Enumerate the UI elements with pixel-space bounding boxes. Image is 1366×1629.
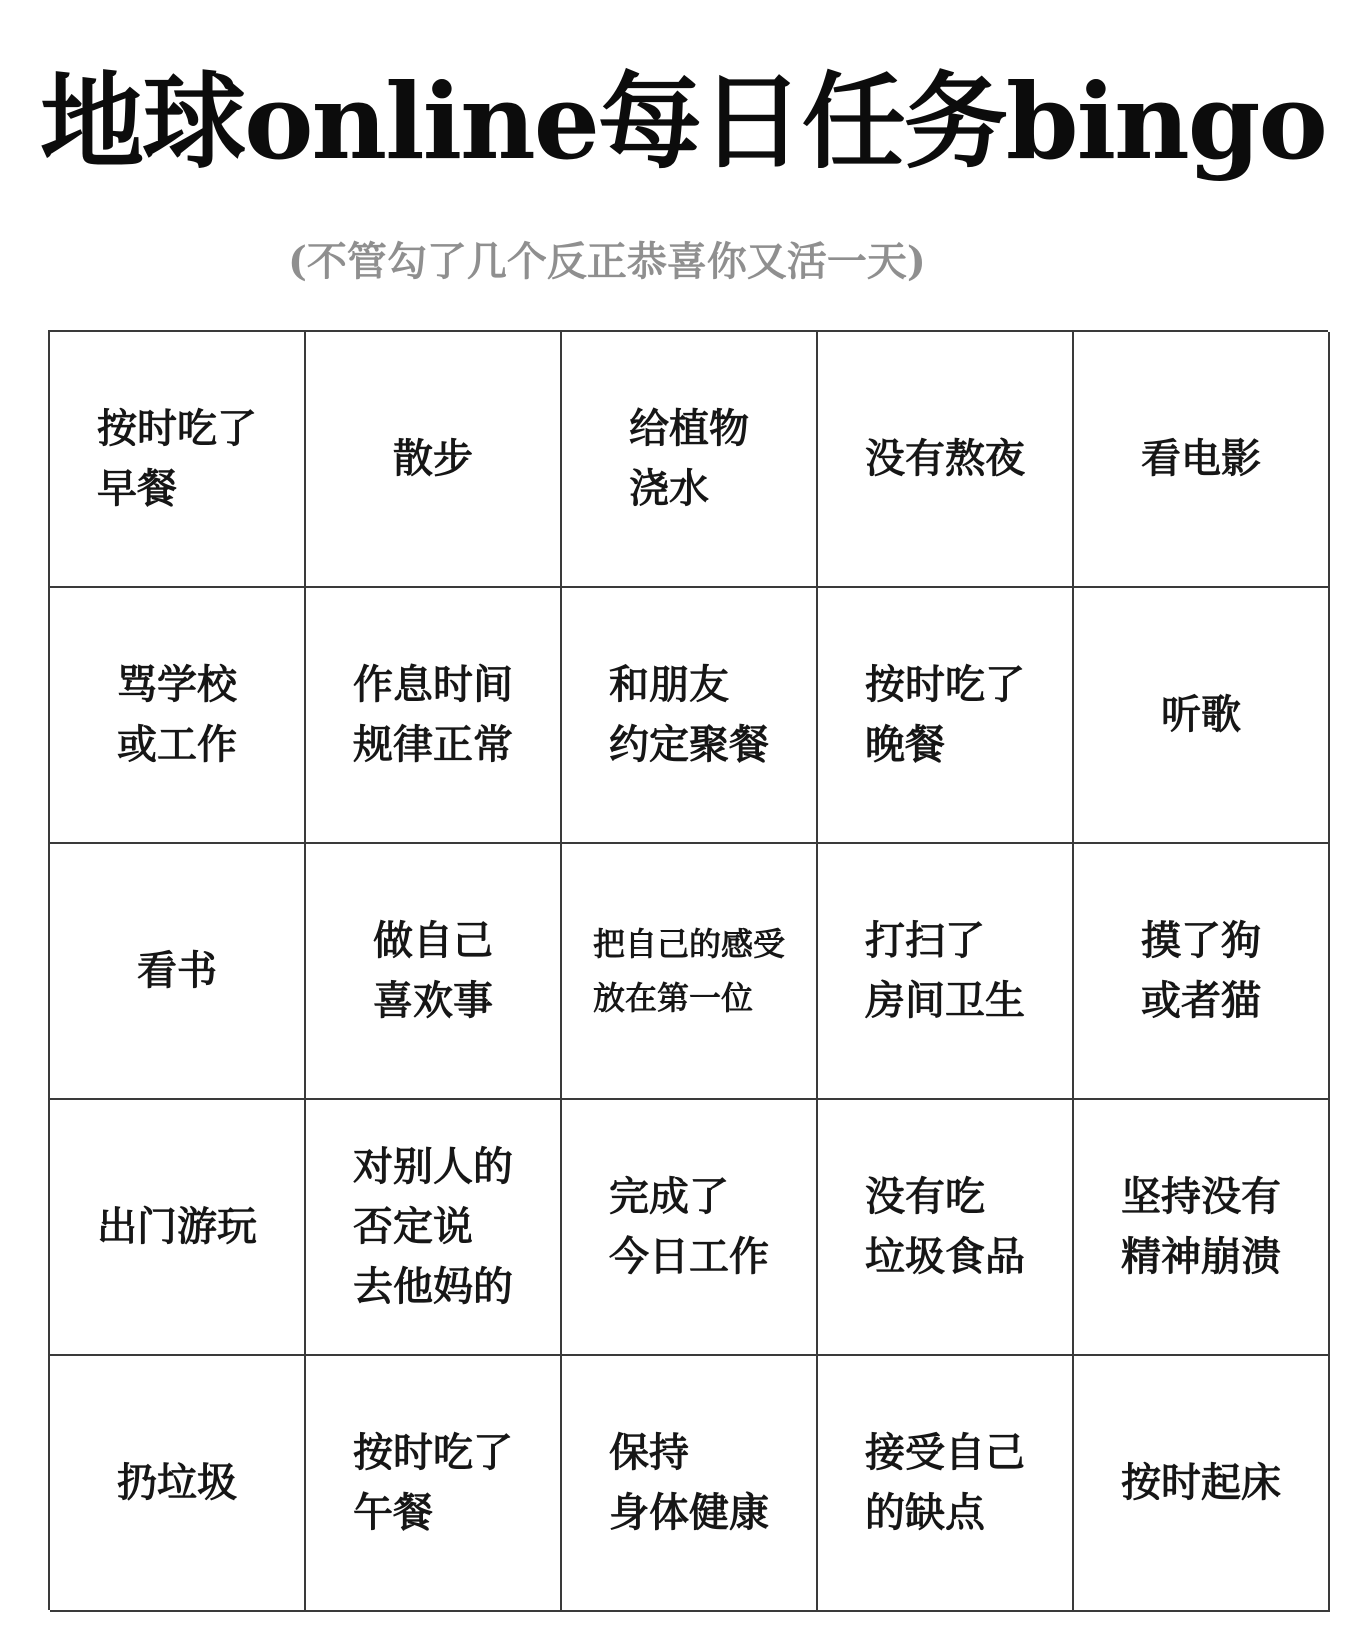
bingo-cell-label: 没有熬夜 [865,436,1025,482]
bingo-cell-label: 按时吃了 早餐 [97,406,257,512]
bingo-cell-label: 看书 [137,948,217,994]
bingo-cell-label: 出门游玩 [97,1204,257,1250]
bingo-cell-label: 把自己的感受 放在第一位 [592,925,785,1017]
bingo-cell[interactable] [818,588,1074,844]
bingo-cell[interactable] [50,588,306,844]
bingo-cell-label: 打扫了 房间卫生 [865,918,1025,1024]
bingo-cell-label: 听歌 [1161,692,1241,738]
bingo-cell-label: 和朋友 约定聚餐 [609,662,769,768]
bingo-cell[interactable] [50,844,306,1100]
bingo-grid [48,330,1328,1610]
bingo-cell[interactable] [818,1356,1074,1612]
bingo-cell-label: 对别人的 否定说 去他妈的 [353,1144,513,1310]
bingo-cell-label: 保持 身体健康 [609,1430,769,1536]
bingo-cell[interactable] [50,1100,306,1356]
bingo-cell[interactable] [1074,1356,1330,1612]
bingo-cell[interactable] [1074,332,1330,588]
bingo-cell-label: 按时吃了 晚餐 [865,662,1025,768]
bingo-cell-label: 骂学校 或工作 [117,662,237,768]
page-subtitle: (不管勾了几个反正恭喜你又活一天) [288,238,926,285]
bingo-cell[interactable] [50,332,306,588]
bingo-cell[interactable] [818,332,1074,588]
bingo-cell[interactable] [306,1100,562,1356]
bingo-cell[interactable] [562,332,818,588]
bingo-cell-label: 坚持没有 精神崩溃 [1121,1174,1281,1280]
bingo-cell[interactable] [818,1100,1074,1356]
bingo-cell-label: 做自己 喜欢事 [373,918,493,1024]
bingo-cell[interactable] [306,844,562,1100]
bingo-cell-label: 散步 [393,436,473,482]
bingo-cell-label: 摸了狗 或者猫 [1141,918,1261,1024]
bingo-cell[interactable] [1074,1100,1330,1356]
page-title: 地球online每日任务bingo [40,60,1326,183]
bingo-cell-label: 接受自己 的缺点 [865,1430,1025,1536]
bingo-cell-label: 看电影 [1141,436,1261,482]
bingo-cell[interactable] [562,1356,818,1612]
bingo-cell[interactable] [818,844,1074,1100]
bingo-cell-label: 按时起床 [1121,1460,1281,1506]
bingo-cell-label: 完成了 今日工作 [609,1174,769,1280]
bingo-cell[interactable] [306,1356,562,1612]
bingo-cell-label: 作息时间 规律正常 [353,662,513,768]
bingo-cell[interactable] [562,844,818,1100]
bingo-cell[interactable] [1074,844,1330,1100]
bingo-cell-label: 按时吃了 午餐 [353,1430,513,1536]
bingo-cell-label: 扔垃圾 [117,1460,237,1506]
bingo-cell[interactable] [306,588,562,844]
bingo-cell[interactable] [50,1356,306,1612]
bingo-cell[interactable] [562,588,818,844]
bingo-cell[interactable] [562,1100,818,1356]
bingo-cell[interactable] [306,332,562,588]
bingo-cell[interactable] [1074,588,1330,844]
bingo-cell-label: 没有吃 垃圾食品 [865,1174,1025,1280]
bingo-cell-label: 给植物 浇水 [629,406,749,512]
